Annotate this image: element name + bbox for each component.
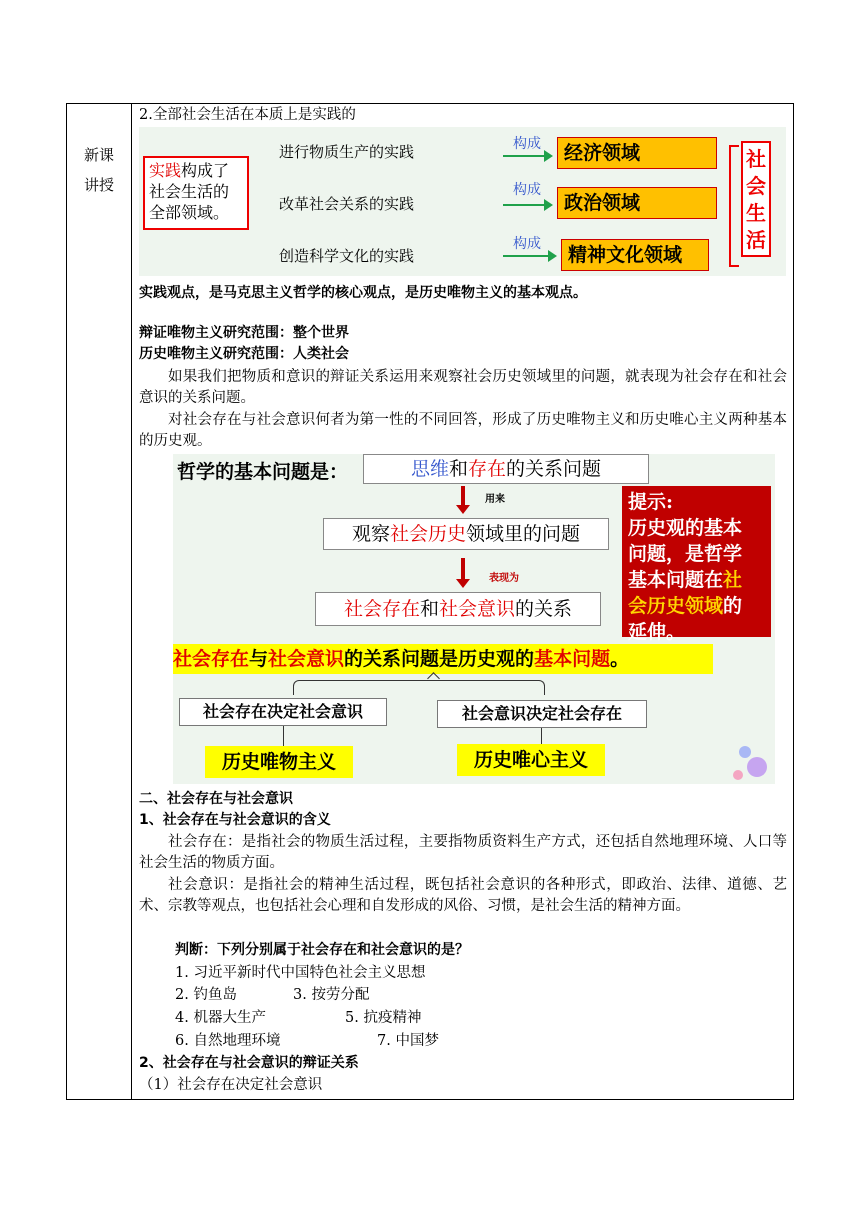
verb-2: 构成	[513, 182, 541, 198]
social-existence-definition: 社会存在：是指社会的物质生活过程，主要指物质资料生产方式，还包括自然地理环境、人口等社会生活的物质方面。	[139, 834, 787, 871]
arrow-label-shown-as: 表现为	[489, 573, 519, 584]
column-divider	[131, 104, 132, 1099]
brace	[293, 680, 545, 695]
arrow-label-used: 用来	[485, 494, 505, 505]
down-arrow-2	[461, 558, 465, 580]
dialectical-scope: 辩证唯物主义研究范围：整个世界	[139, 325, 349, 341]
political-field-box: 政治领域	[557, 187, 717, 219]
bracket	[729, 145, 739, 267]
basic-question-label: 哲学的基本问题是：	[177, 461, 349, 483]
subsection-two-heading: 2、社会存在与社会意识的辩证关系	[139, 1055, 359, 1071]
arrow-2	[503, 204, 551, 206]
arrow-1	[503, 155, 551, 157]
historical-scope: 历史唯物主义研究范围：人类社会	[139, 346, 349, 362]
item-2: 2. 钓鱼岛	[175, 987, 237, 1003]
observe-history-box: 观察社会历史领域里的问题	[323, 518, 609, 550]
social-life-box: 社 会 生 活	[741, 141, 771, 257]
thinking-existence-box: 思维和存在的关系问题	[363, 454, 649, 484]
decor-dot-1	[739, 746, 751, 758]
culture-field-box: 精神文化领域	[561, 239, 709, 271]
decor-dot-3	[733, 770, 743, 780]
side-label-line2: 讲授	[83, 176, 114, 194]
section-two-heading: 二、社会存在与社会意识	[139, 791, 293, 807]
practice-row-1: 进行物质生产的实践	[279, 143, 415, 161]
existence-decides-box: 社会存在决定社会意识	[179, 698, 387, 726]
arrow-3	[503, 255, 555, 257]
item-1: 1. 习近平新时代中国特色社会主义思想	[175, 965, 426, 981]
side-label-line1: 新课	[83, 146, 114, 164]
thin-arrow-right	[541, 728, 542, 744]
thin-arrow-left	[283, 726, 284, 746]
verb-3: 构成	[513, 236, 541, 252]
tip-box: 提示: 历史观的基本 问题，是哲学 基本问题在社 会历史领域的 延伸。	[622, 486, 771, 637]
judge-question: 判断：下列分别属于社会存在和社会意识的是？	[175, 942, 469, 958]
item-7: 7. 中国梦	[377, 1033, 439, 1049]
practice-diagram	[139, 127, 786, 276]
decor-dot-2	[747, 757, 767, 777]
item-3: 3. 按劳分配	[293, 987, 370, 1003]
heading-practice: 2.全部社会生活在本质上是实践的	[139, 107, 356, 123]
item-4: 4. 机器大生产	[175, 1010, 266, 1026]
paragraph-first-nature: 对社会存在与社会意识何者为第一性的不同回答，形成了历史唯物主义和历史唯心主义两种基本的历史观。	[139, 412, 787, 449]
practice-viewpoint: 实践观点，是马克思主义哲学的核心观点，是历史唯物主义的基本观点。	[139, 285, 587, 301]
practice-box: 实践构成了 社会生活的 全部领域。	[143, 156, 249, 230]
item-6: 6. 自然地理环境	[175, 1033, 281, 1049]
social-consciousness-definition: 社会意识：是指社会的精神生活过程，既包括社会意识的各种形式，即政治、法律、道德、艺术、宗教等观点，也包括社会心理和自发形成的风俗、习惯，是社会生活的精神方面。	[139, 877, 787, 914]
historical-materialism-box: 历史唯物主义	[205, 746, 353, 778]
subsection-two-one: （1）社会存在决定社会意识	[139, 1077, 323, 1093]
verb-1: 构成	[513, 136, 541, 152]
consciousness-decides-box: 社会意识决定社会存在	[437, 700, 647, 728]
down-arrow-1	[461, 486, 465, 506]
economic-field-box: 经济领域	[557, 137, 717, 169]
practice-row-2: 改革社会关系的实践	[279, 195, 415, 213]
existence-consciousness-box: 社会存在和社会意识的关系	[315, 592, 601, 626]
paragraph-relation: 如果我们把物质和意识的辩证关系运用来观察社会历史领域里的问题，就表现为社会存在和社会意识的关系问题。	[139, 369, 787, 406]
item-5: 5. 抗疫精神	[345, 1010, 422, 1026]
basic-question-diagram	[173, 454, 775, 784]
basic-problem-band: 社会存在与社会意识的关系问题是历史观的基本问题。	[173, 644, 713, 674]
practice-row-3: 创造科学文化的实践	[279, 247, 415, 265]
subsection-one-heading: 1、社会存在与社会意识的含义	[139, 812, 331, 828]
historical-idealism-box: 历史唯心主义	[457, 744, 605, 776]
